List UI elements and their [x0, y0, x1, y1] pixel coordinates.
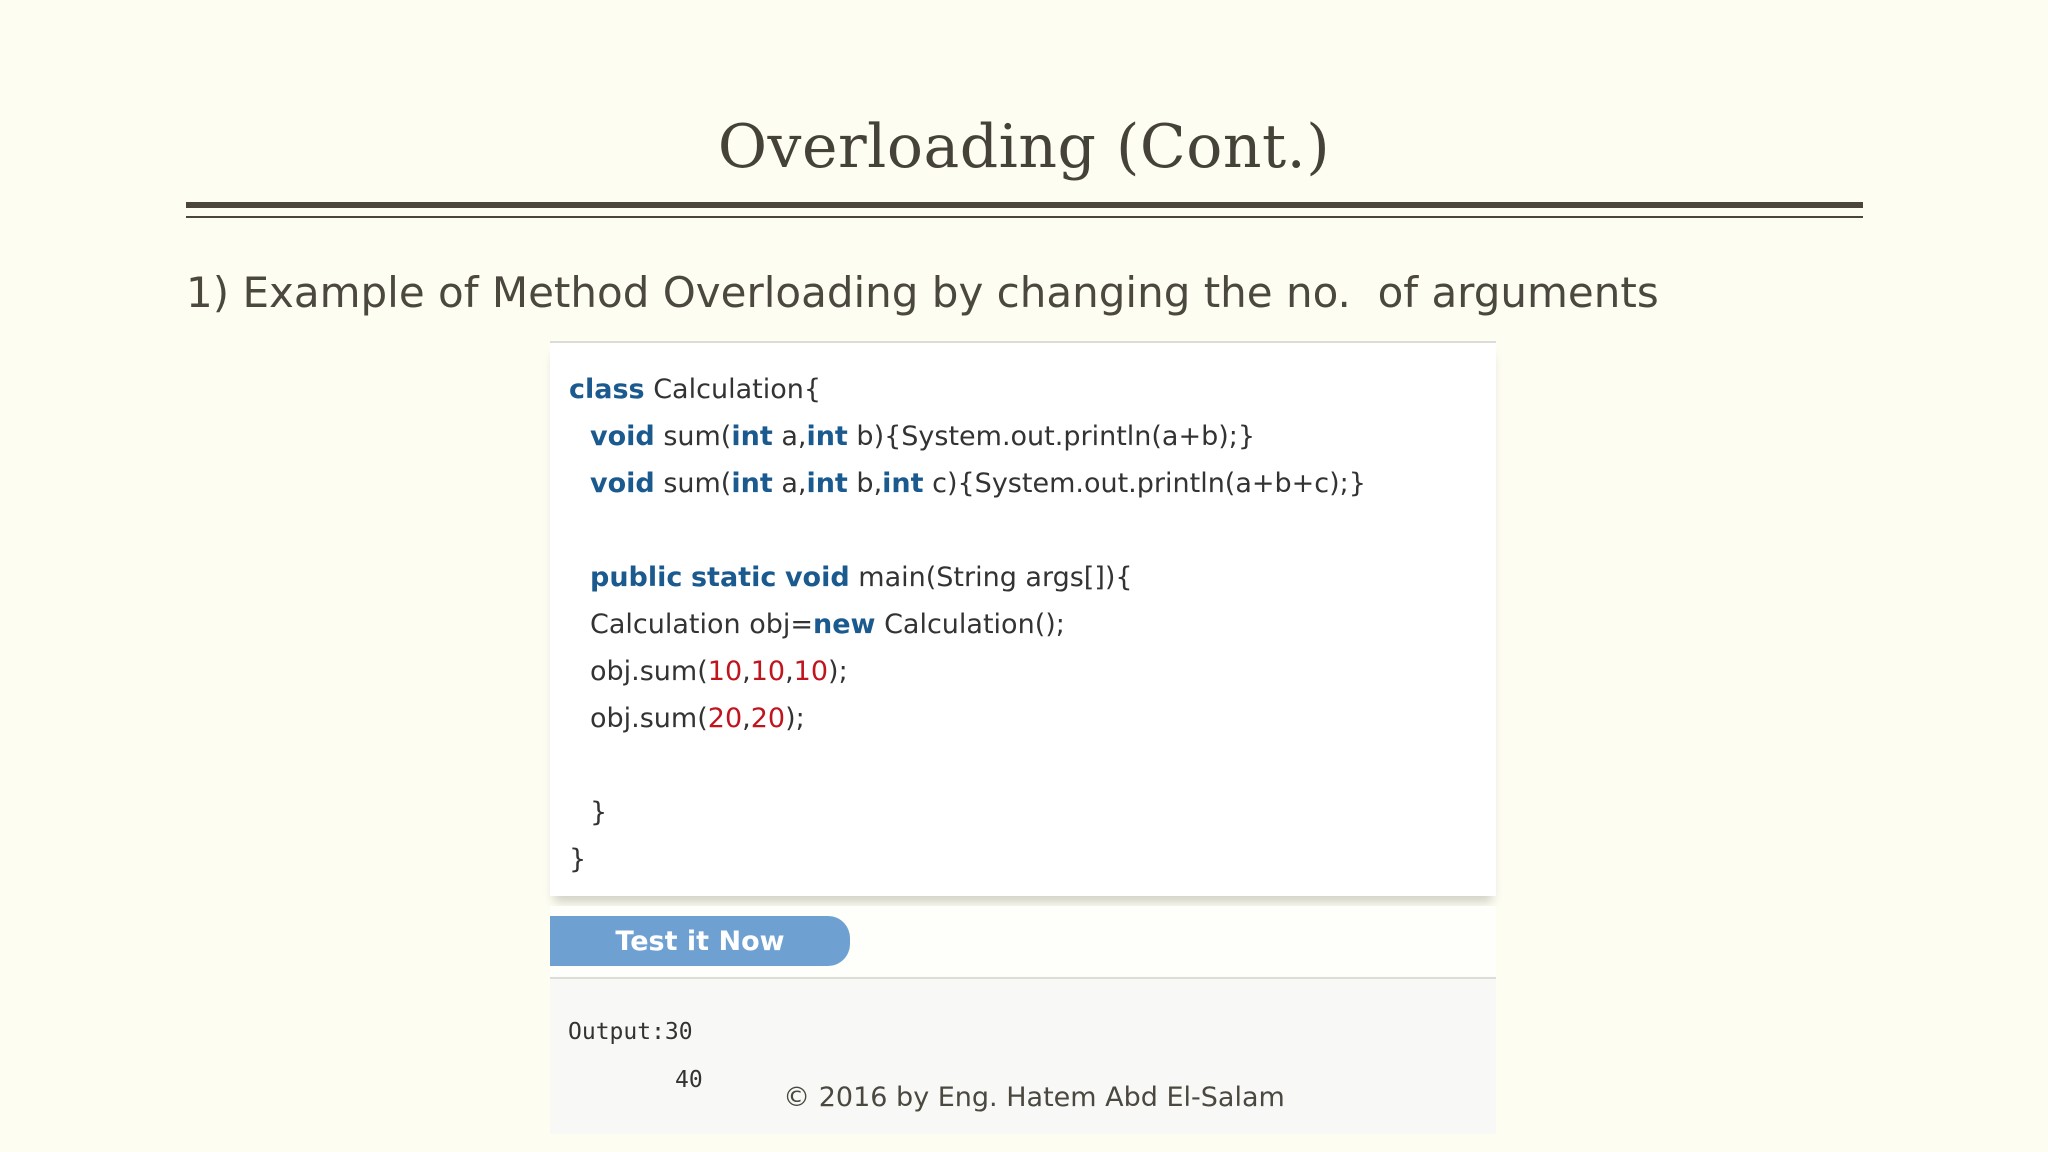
button-row — [550, 906, 1496, 976]
number-literal: 10 — [707, 656, 743, 687]
keyword: void — [590, 421, 655, 452]
code-example — [550, 341, 1496, 896]
slide-subtitle: 1) Example of Method Overloading by changing the no. of arguments — [186, 268, 1659, 317]
code-line-8: obj.sum(20,20); — [590, 703, 805, 734]
keyword: class — [569, 374, 645, 405]
number-literal: 20 — [707, 703, 743, 734]
code-text: b){System.out.println(a+b);} — [847, 421, 1256, 452]
keyword: int — [731, 468, 773, 499]
code-line-7: obj.sum(10,10,10); — [590, 656, 848, 687]
code-text: main(String args[]){ — [849, 562, 1133, 593]
code-text: Calculation obj= — [590, 609, 813, 640]
output-line-1: Output:30 — [568, 1019, 693, 1045]
keyword: int — [882, 468, 924, 499]
code-line-5 — [569, 562, 1133, 593]
code-block — [569, 366, 1366, 883]
title-rule-thin — [186, 216, 1863, 218]
code-line-11 — [569, 844, 586, 875]
keyword: new — [813, 609, 876, 640]
code-text: obj.sum( — [590, 656, 708, 687]
code-line-1 — [569, 374, 821, 405]
code-line-2 — [569, 421, 1255, 452]
code-text: c){System.out.println(a+b+c);} — [923, 468, 1366, 499]
code-text: sum( — [654, 421, 732, 452]
output-line-2: 40 — [675, 1067, 703, 1093]
number-literal: 10 — [750, 656, 786, 687]
keyword: void — [784, 562, 850, 593]
keyword: void — [590, 468, 655, 499]
keyword: int — [806, 421, 848, 452]
copyright-footer: © 2016 by Eng. Hatem Abd El-Salam — [783, 1082, 1285, 1113]
keyword: public — [590, 562, 683, 593]
title-rule-thick — [186, 202, 1863, 208]
code-text: sum( — [654, 468, 732, 499]
number-literal: 10 — [793, 656, 829, 687]
keyword: int — [731, 421, 773, 452]
keyword: int — [806, 468, 848, 499]
code-text: a, — [772, 421, 807, 452]
code-text: ); — [785, 703, 805, 734]
code-text: } — [590, 797, 608, 828]
code-line-3 — [569, 468, 1366, 499]
code-text: } — [569, 844, 587, 875]
code-text: ); — [828, 656, 848, 687]
slide-title: Overloading (Cont.) — [717, 112, 1331, 182]
code-text: b, — [847, 468, 883, 499]
code-line-10 — [569, 797, 607, 828]
code-line-6 — [569, 609, 1065, 640]
number-literal: 20 — [750, 703, 786, 734]
code-text: a, — [772, 468, 807, 499]
test-it-now-button[interactable]: Test it Now — [550, 916, 850, 966]
code-text: Calculation{ — [644, 374, 822, 405]
code-text: Calculation(); — [875, 609, 1065, 640]
keyword: static — [690, 562, 777, 593]
code-text: obj.sum( — [590, 703, 708, 734]
